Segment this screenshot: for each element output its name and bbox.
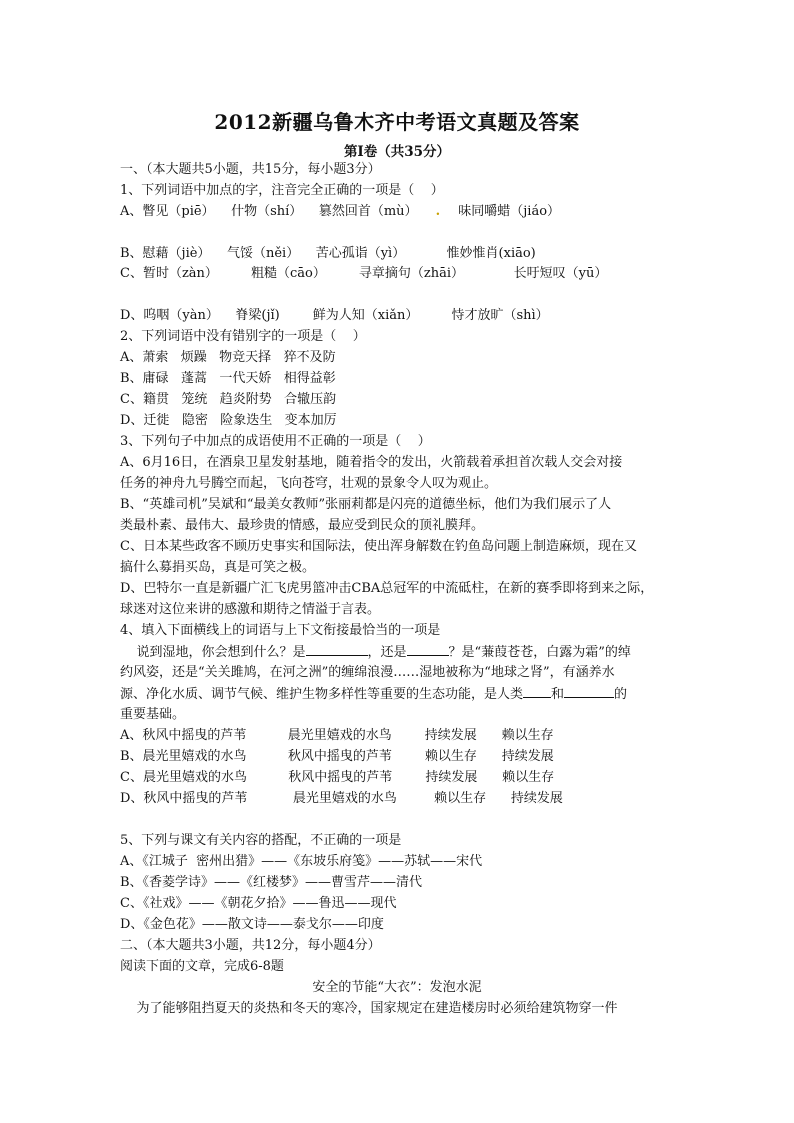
- option-d-line1: D、巴特尔一直是新疆广汇飞虎男篮冲击CBA总冠军的中流砥柱，在新的赛季即将到来之际，: [120, 581, 654, 596]
- option-b: B、慰藉（jiè） 气馁（něi） 苦心孤诣（yì） 惟妙惟肖(xiāo): [120, 246, 536, 261]
- passage-text: 说到湿地，你会想到什么？是: [120, 645, 306, 660]
- option-a: A、秋风中摇曳的芦苇 晨光里嬉戏的水鸟 持续发展 赖以生存: [120, 728, 554, 743]
- question-stem: 1、下列词语中加点的字，注音完全正确的一项是（ ）: [120, 183, 444, 198]
- passage-text: ，还是: [367, 645, 407, 660]
- fill-blank: [306, 643, 368, 656]
- option-d: D、秋风中摇曳的芦苇 晨光里嬉戏的水鸟 赖以生存 持续发展: [120, 791, 563, 806]
- article-paragraph: 为了能够阻挡夏天的炎热和冬天的寒冷，国家规定在建造楼房时必须给建筑物穿一件: [120, 1001, 618, 1016]
- option-a: A、萧索 烦躁 物竞天择 猝不及防: [120, 350, 336, 365]
- passage-text: 的: [614, 687, 628, 702]
- option-a: A、《江城子 密州出猎》——《东坡乐府笺》——苏轼——宋代: [120, 854, 483, 869]
- question-stem: 4、填入下面横线上的词语与上下文衔接最恰当的一项是: [120, 623, 441, 638]
- option-d: D、呜咽（yàn） 脊梁(jǐ) 鲜为人知（xiǎn） 恃才放旷（shì）: [120, 308, 549, 323]
- option-c: C、晨光里嬉戏的水鸟 秋风中摇曳的芦苇 持续发展 赖以生存: [120, 770, 555, 785]
- question-stem: 5、下列与课文有关内容的搭配，不正确的一项是: [120, 833, 402, 848]
- option-text: A、瞥见（piē） 什物（shí） 篡然回首（mù）: [120, 204, 418, 219]
- passage-text: 和: [551, 687, 565, 702]
- option-a-line1: A、6月16日，在酒泉卫星发射基地，随着指令的发出，火箭载着承担首次载人交会对接: [120, 455, 623, 470]
- option-a: [120, 203, 560, 221]
- question-stem: 3、下列句子中加点的成语使用不正确的一项是（ ）: [120, 434, 431, 449]
- passage-line: [120, 643, 631, 662]
- option-d-line2: 球迷对这位来讲的感激和期待之情溢于言表。: [120, 602, 381, 617]
- option-c: C、《社戏》——《朝花夕拾》——鲁迅——现代: [120, 896, 397, 911]
- question-stem: 2、下列词语中没有错别字的一项是（ ）: [120, 329, 366, 344]
- passage-text: ？是“蒹葭苍苍，白露为霜”的绰: [448, 645, 631, 660]
- paper-subtitle: 第Ⅰ卷（共35分）: [343, 144, 451, 160]
- fill-blank: [407, 643, 449, 656]
- option-c-line2: 搞什么募捐买岛，真是可笑之极。: [120, 560, 316, 575]
- reading-intro: 阅读下面的文章，完成6-8题: [120, 959, 284, 974]
- fill-blank: [564, 685, 614, 698]
- article-title: 安全的节能“大衣”：发泡水泥: [312, 980, 482, 995]
- option-text: 味同嚼蜡（jiáo）: [458, 204, 561, 219]
- option-b: B、《香菱学诗》——《红楼梦》——曹雪芹——清代: [120, 875, 423, 890]
- option-c-line1: C、日本某些政客不顾历史事实和国际法，使出浑身解数在钓鱼岛问题上制造麻烦，现在又: [120, 539, 637, 554]
- option-b-line2: 类最朴素、最伟大、最珍贵的情感，最应受到民众的顶礼膜拜。: [120, 518, 485, 533]
- option-b-line1: B、“英雄司机”吴斌和“最美女教师”张丽莉都是闪亮的道德坐标，他们为我们展示了人: [120, 497, 612, 512]
- fill-blank: [523, 685, 551, 698]
- option-d: D、迁徙 隐密 险象迭生 变本加厉: [120, 413, 337, 428]
- option-b: B、晨光里嬉戏的水鸟 秋风中摇曳的芦苇 赖以生存 持续发展: [120, 749, 554, 764]
- passage-line: 约风姿，还是“关关雎鸠，在河之洲”的缠绵浪漫……湿地被称为“地球之肾”，有涵养水: [120, 665, 615, 680]
- section-heading: 二、（本大题共3小题，共12分，每小题4分）: [120, 938, 381, 953]
- option-c: C、籍贯 笼统 趋炎附势 合辙压韵: [120, 392, 337, 407]
- option-d: D、《金色花》——散文诗——泰戈尔——印度: [120, 917, 384, 932]
- option-c: C、暂时（zàn） 粗糙（cāo） 寻章摘句（zhāi） 长吁短叹（yū）: [120, 266, 608, 281]
- section-heading: 一、（本大题共5小题，共15分，每小题3分）: [120, 162, 381, 177]
- dot-mark: .: [417, 204, 459, 219]
- passage-line: 重要基础。: [120, 707, 186, 722]
- page-title: 2012新疆乌鲁木齐中考语文真题及答案: [214, 110, 580, 134]
- option-a-line2: 任务的神舟九号腾空而起，飞向苍穹，壮观的景象令人叹为观止。: [120, 476, 498, 491]
- option-b: B、庸碌 蓬蒿 一代天娇 相得益彰: [120, 371, 336, 386]
- passage-text: 源、净化水质、调节气候、维护生物多样性等重要的生态功能，是人类: [120, 687, 524, 702]
- passage-line: [120, 685, 627, 704]
